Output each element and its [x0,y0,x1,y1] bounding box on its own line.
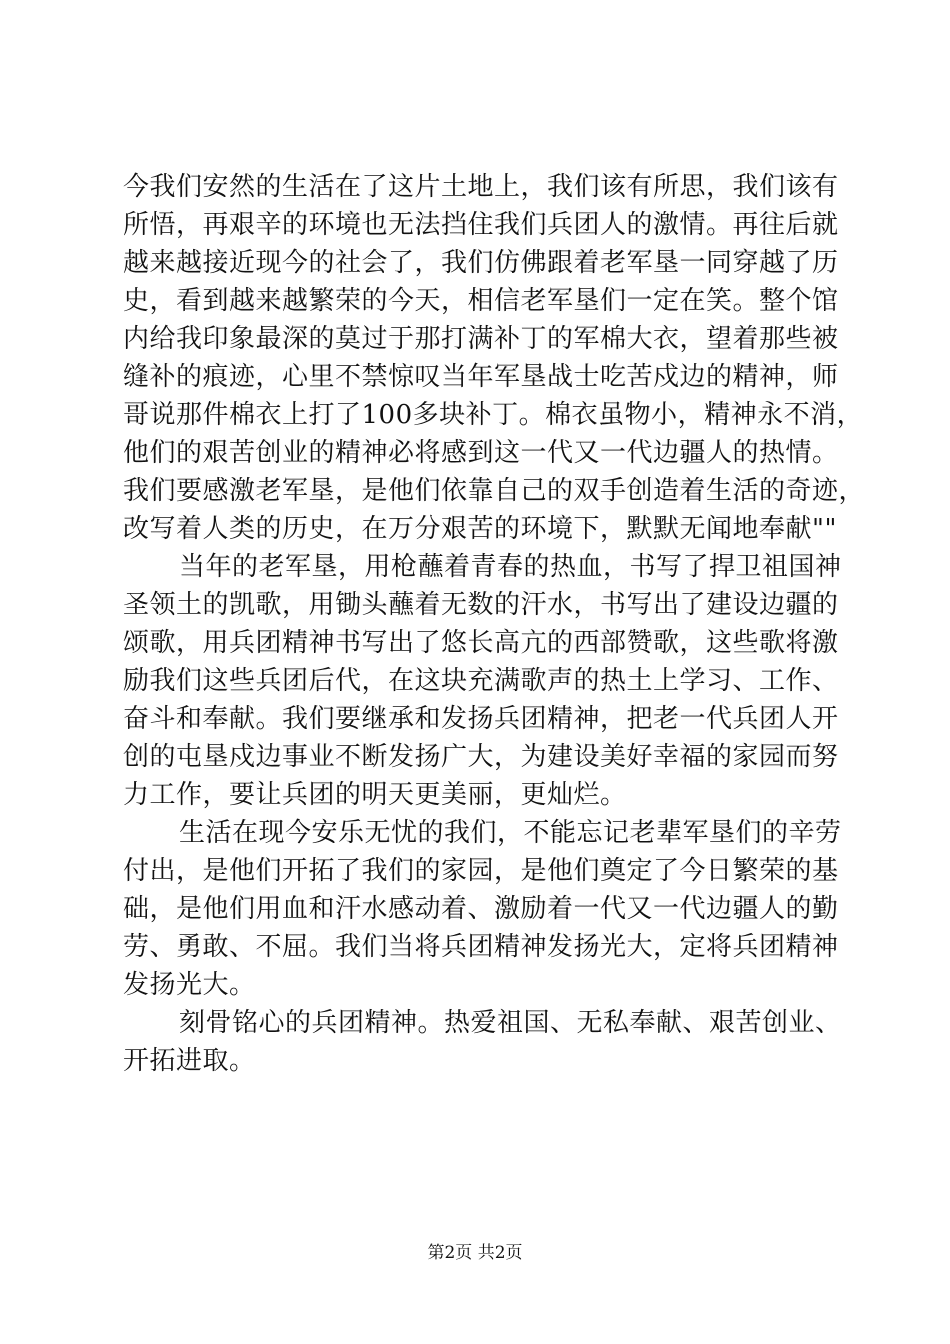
text-line: 史，看到越来越繁荣的今天，相信老军垦们一定在笑。整个馆 [123,286,839,316]
text-line: 越来越接近现今的社会了，我们仿佛跟着老军垦一同穿越了历 [123,248,839,278]
text-line: 开拓进取。 [123,1046,256,1076]
text-line: 奋斗和奉献。我们要继承和发扬兵团精神，把老一代兵团人开 [123,704,839,734]
text-line: 今我们安然的生活在了这片土地上，我们该有所思，我们该有 [123,172,839,202]
page-footer [0,1241,950,1265]
text-line: 哥说那件棉衣上打了100多块补丁。棉衣虽物小，精神永不消， [123,400,864,430]
text-line: 他们的艰苦创业的精神必将感到这一代又一代边疆人的热情。 [123,438,839,468]
text-line: 圣领土的凯歌，用锄头蘸着无数的汗水，书写出了建设边疆的 [123,590,839,620]
paragraph-start-line: 当年的老军垦，用枪蘸着青春的热血，书写了捍卫祖国神 [179,552,842,582]
text-line: 础，是他们用血和汗水感动着、激励着一代又一代边疆人的勤 [123,894,839,924]
text-line: 颂歌，用兵团精神书写出了悠长高亢的西部赞歌，这些歌将激 [123,628,839,658]
text-line: 我们要感激老军垦，是他们依靠自己的双手创造着生活的奇迹， [123,476,866,506]
paragraph-start-line: 生活在现今安乐无忧的我们，不能忘记老辈军垦们的辛劳 [179,818,842,848]
text-line: 创的屯垦戍边事业不断发扬广大，为建设美好幸福的家园而努 [123,742,839,772]
text-line: 付出，是他们开拓了我们的家园，是他们奠定了今日繁荣的基 [123,856,839,886]
text-line: 发扬光大。 [123,970,256,1000]
text-line: 改写着人类的历史，在万分艰苦的环境下，默默无闻地奉献"" [123,514,837,544]
text-line: 劳、勇敢、不屈。我们当将兵团精神发扬光大，定将兵团精神 [123,932,839,962]
page-number-label: 第2页 共2页 [427,1243,523,1263]
text-line: 所悟，再艰辛的环境也无法挡住我们兵团人的激情。再往后就 [123,210,839,240]
text-line: 内给我印象最深的莫过于那打满补丁的军棉大衣，望着那些被 [123,324,839,354]
text-line: 力工作，要让兵团的明天更美丽，更灿烂。 [123,780,627,810]
text-line: 励我们这些兵团后代，在这块充满歌声的热土上学习、工作、 [123,666,839,696]
paragraph-start-line: 刻骨铭心的兵团精神。热爱祖国、无私奉献、艰苦创业、 [179,1008,842,1038]
body-text [123,168,866,1080]
text-line: 缝补的痕迹，心里不禁惊叹当年军垦战士吃苦戍边的精神，师 [123,362,839,392]
